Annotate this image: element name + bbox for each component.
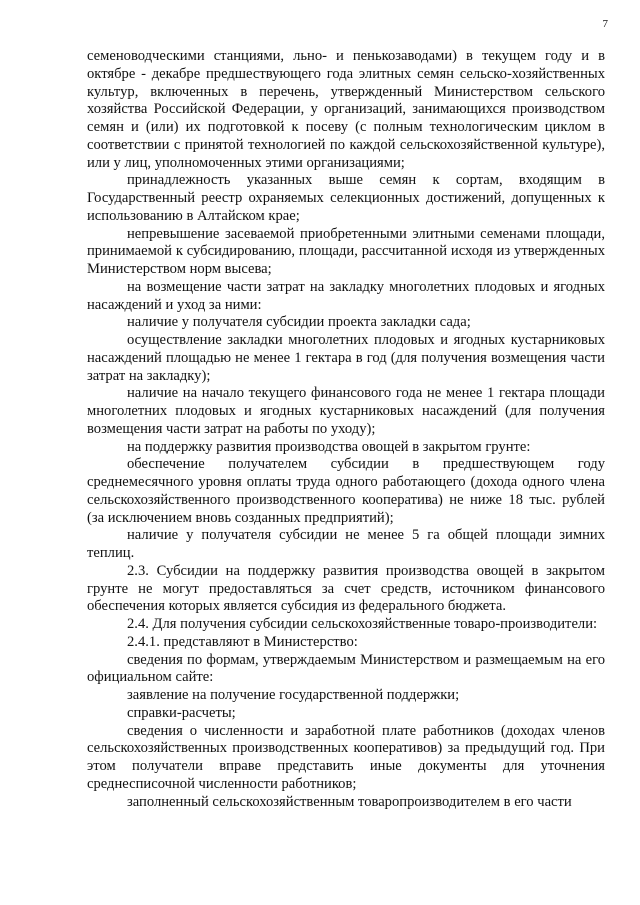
paragraph: заполненный сельскохозяйственным товаропроизводителем в его части <box>127 793 572 810</box>
paragraph: справки-расчеты; <box>127 704 236 721</box>
paragraph: сведения о численности и заработной плате работников (доходах членов сельскохозяйственных производственных кооперативов) за предыдущий год. При этом получатели вправе представить иные документы для уточнения среднесписочной численности работников; <box>87 722 605 792</box>
paragraph: заявление на получение государственной поддержки; <box>127 687 460 703</box>
paragraph: наличие у получателя субсидии проекта закладки сада; <box>127 314 471 331</box>
paragraph: непревышение засеваемой приобретенными элитными семенами площади, принимаемой к субсидированию, площади, рассчитанной исходя из утвержденных Министерством норм высева; <box>87 225 605 277</box>
paragraph: обеспечение получателем субсидии в предшествующем году среднемесячного уровня оплаты труда одного работающего (дохода одного члена сельскохозяйственного производственного кооператива) не ниже 18 тыс. рублей (за исключением вновь созданных предприятий); <box>87 456 605 526</box>
paragraph: наличие у получателя субсидии не менее 5 га общей площади зимних теплиц. <box>87 527 605 561</box>
paragraph: осуществление закладки многолетних плодовых и ягодных кустарниковых насаждений площадью не менее 1 гектара в год (для получения возмещения части затрат на закладку); <box>87 332 605 384</box>
paragraph: на поддержку развития производства овощей в закрытом грунте: <box>127 438 531 455</box>
section-2-4: 2.4. Для получения субсидии сельскохозяйственные товаро-производители: <box>127 616 598 632</box>
section-2-3: 2.3. Субсидии на поддержку развития производства овощей в закрытом грунте не могут предоставляться за счет средств, источником финансового обеспечения которых является субсидия из федерального бюджета. <box>87 562 605 615</box>
paragraph: принадлежность указанных выше семян к сортам, входящим в Государственный реестр охраняемых селекционных достижений, допущенных к использованию в Алтайском крае; <box>87 172 605 224</box>
paragraph: наличие на начало текущего финансового года не менее 1 гектара площади многолетних плодовых и ягодных кустарниковых насаждений (для получения возмещения части затрат на работы по уходу); <box>87 385 605 437</box>
paragraph: сведения по формам, утверждаемым Министерством и размещаемым на его официальном сайте: <box>87 651 605 686</box>
paragraph: на возмещение части затрат на закладку многолетних плодовых и ягодных насаждений и уход за ними: <box>87 278 605 313</box>
page-number: 7 <box>602 18 608 30</box>
document-body <box>87 48 605 811</box>
section-2-4-1: 2.4.1. представляют в Министерство: <box>127 633 358 650</box>
paragraph: семеноводческими станциями, льно- и пенькозаводами) в текущем году и в октябре - декабре предшествующего года элитных семян сельско-хозяйственных культур, включенных в перечень, утвержденный Министерством сельского хозяйства Российской Федерации, у организаций, занимающихся производством семян и (или) их подготовкой к посеву (с полным технологическим циклом в соответствии с принятой технологией по каждой сельскохозяйственной культуре), или у лиц, уполномоченных этими организациями; <box>87 48 605 171</box>
